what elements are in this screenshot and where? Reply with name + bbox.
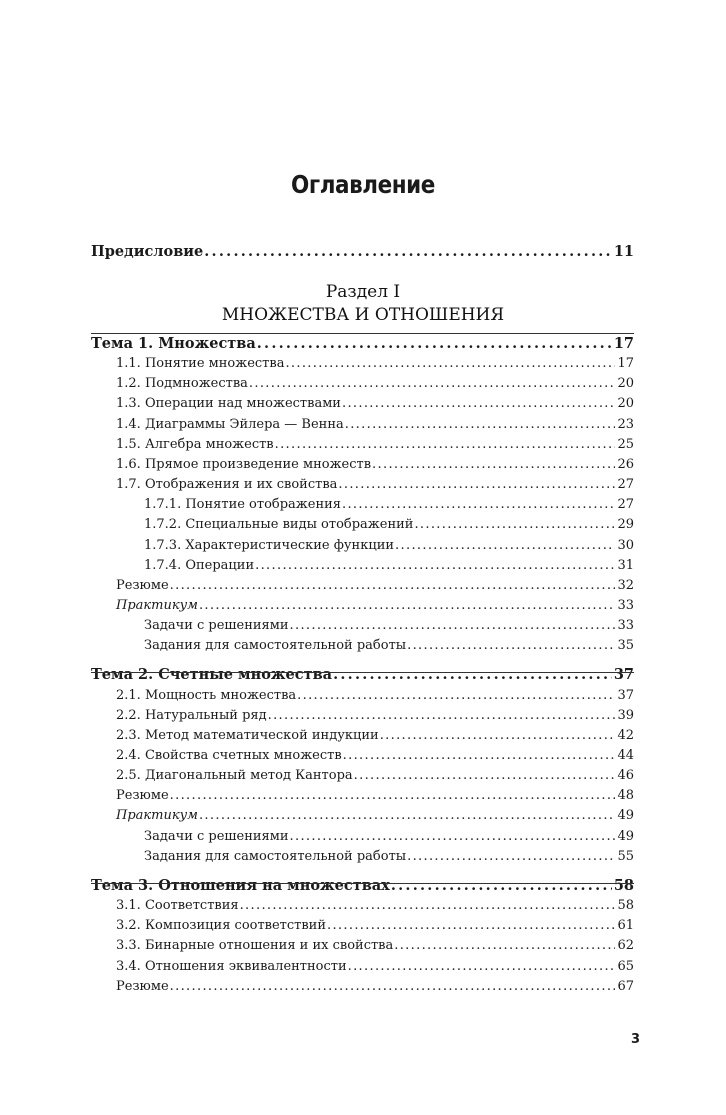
toc-entry-page: 61 bbox=[617, 918, 634, 934]
toc-entry-page: 42 bbox=[617, 727, 634, 743]
toc-entry[interactable] bbox=[91, 917, 634, 934]
dot-leader bbox=[267, 707, 616, 724]
dot-leader bbox=[344, 416, 616, 433]
toc-entry-title: 2.5. Диагональный метод Кантора bbox=[116, 768, 353, 784]
toc-entry[interactable] bbox=[91, 978, 634, 995]
divider bbox=[91, 883, 634, 884]
toc-entry-page: 58 bbox=[613, 876, 634, 894]
section-title: МНОЖЕСТВА И ОТНОШЕНИЯ bbox=[221, 305, 505, 325]
dot-leader bbox=[342, 747, 616, 764]
toc-entry-title: Предисловие bbox=[91, 243, 204, 260]
toc-entry[interactable] bbox=[91, 665, 634, 684]
toc-entry-page: 35 bbox=[617, 638, 634, 654]
toc-entry-title: Тема 2. Счетные множества bbox=[91, 666, 333, 684]
dot-leader bbox=[289, 617, 616, 634]
toc-entry[interactable] bbox=[91, 375, 634, 392]
toc-entry-page: 67 bbox=[617, 978, 634, 994]
toc-entry[interactable] bbox=[91, 876, 634, 895]
dot-leader bbox=[341, 496, 615, 513]
toc-entry-title: 2.4. Свойства счетных множеств bbox=[116, 748, 342, 763]
dot-leader bbox=[169, 577, 616, 594]
toc-entry-page: 26 bbox=[617, 456, 634, 472]
dot-leader bbox=[198, 597, 615, 614]
toc-entry-page: 65 bbox=[617, 958, 634, 974]
toc-entry[interactable] bbox=[91, 597, 634, 614]
toc-entry[interactable] bbox=[91, 577, 634, 594]
toc-entry-page: 11 bbox=[613, 243, 634, 260]
toc-entry-title: Задачи с решениями bbox=[144, 828, 289, 844]
toc-entry-page: 20 bbox=[617, 376, 634, 392]
toc-entry[interactable] bbox=[91, 436, 634, 453]
toc-entry-title: 3.2. Композиция соответствий bbox=[116, 918, 326, 934]
dot-leader bbox=[394, 537, 615, 554]
toc-entry-page: 33 bbox=[617, 597, 634, 613]
toc-entry-title: Резюме bbox=[116, 978, 169, 994]
toc-entry-page: 55 bbox=[617, 848, 634, 864]
toc-entry-title: 1.7. Отображения и их свойства bbox=[116, 477, 338, 493]
dot-leader bbox=[341, 395, 615, 412]
toc-entry-title: 3.3. Бинарные отношения и их свойства bbox=[116, 938, 394, 954]
dot-leader bbox=[406, 637, 615, 654]
dot-leader bbox=[274, 436, 616, 453]
toc-entry-title: 2.2. Натуральный ряд bbox=[116, 707, 267, 723]
toc-entry[interactable] bbox=[91, 395, 634, 412]
dot-leader bbox=[332, 665, 612, 684]
toc-entry[interactable] bbox=[91, 456, 634, 473]
toc-entry-title: 1.5. Алгебра множеств bbox=[116, 436, 274, 452]
toc-entry-page: 58 bbox=[617, 898, 634, 914]
toc-entry[interactable] bbox=[91, 476, 634, 493]
toc-entry-page: 46 bbox=[617, 768, 634, 784]
toc-entry-page: 25 bbox=[617, 436, 634, 452]
toc-entry[interactable] bbox=[91, 617, 634, 634]
dot-leader bbox=[371, 456, 615, 473]
toc-entry-title: 3.1. Соответствия bbox=[116, 898, 239, 914]
toc-entry-page: 31 bbox=[617, 557, 634, 573]
toc-entry-title: Задания для самостоятельной работы bbox=[144, 638, 407, 654]
toc-entry-title: 1.4. Диаграммы Эйлера — Венна bbox=[116, 416, 344, 432]
toc-entry[interactable] bbox=[91, 334, 634, 353]
toc-entry-title: 1.3. Операции над множествами bbox=[116, 396, 341, 412]
toc-entry-title: 1.7.1. Понятие отображения bbox=[144, 497, 341, 513]
dot-leader bbox=[353, 767, 616, 784]
toc-entry-title: 1.7.3. Характеристические функции bbox=[144, 537, 395, 553]
toc-entry-page: 17 bbox=[617, 356, 634, 372]
dot-leader bbox=[198, 807, 615, 824]
toc-entry-title: Резюме bbox=[116, 577, 169, 593]
dot-leader bbox=[169, 978, 616, 995]
toc-entry[interactable] bbox=[91, 637, 634, 654]
toc-entry-page: 44 bbox=[617, 748, 634, 763]
section-label: Раздел I bbox=[325, 282, 401, 302]
toc-entry-page: 27 bbox=[617, 477, 634, 493]
toc-entry[interactable] bbox=[91, 848, 634, 865]
toc-entry-title: 1.6. Прямое произведение множеств bbox=[116, 456, 372, 472]
divider bbox=[91, 333, 634, 334]
toc-entry-title: 1.7.2. Специальные виды отображений bbox=[144, 517, 414, 533]
toc-entry-page: 29 bbox=[617, 517, 634, 533]
dot-leader bbox=[326, 917, 615, 934]
toc-entry[interactable] bbox=[91, 958, 634, 975]
dot-leader bbox=[296, 687, 615, 704]
dot-leader bbox=[347, 958, 616, 975]
toc-entry-title: 1.7.4. Операции bbox=[144, 557, 255, 573]
toc-entry-page: 37 bbox=[613, 666, 634, 684]
toc-entry-page: 32 bbox=[617, 577, 634, 593]
toc-entry-preface[interactable] bbox=[91, 242, 634, 261]
toc-entry-title: Задания для самостоятельной работы bbox=[144, 848, 407, 864]
toc-entry-page: 39 bbox=[617, 707, 634, 723]
toc-entry[interactable] bbox=[91, 767, 634, 784]
dot-leader bbox=[256, 334, 612, 353]
toc-entry[interactable] bbox=[91, 416, 634, 433]
toc-entry-title: 2.1. Мощность множества bbox=[116, 687, 297, 703]
toc-entry-page: 49 bbox=[617, 828, 634, 844]
toc-entry-title: Практикум bbox=[116, 597, 198, 613]
dot-leader bbox=[413, 516, 615, 533]
dot-leader bbox=[248, 375, 616, 392]
toc-entry-page: 27 bbox=[617, 497, 634, 513]
toc-entry-title: Тема 3. Отношения на множествах bbox=[91, 876, 390, 894]
toc-entry[interactable] bbox=[91, 727, 634, 744]
toc-entry-page: 48 bbox=[617, 788, 634, 804]
dot-leader bbox=[406, 848, 615, 865]
toc-entry[interactable] bbox=[91, 557, 634, 574]
toc-entry-title: 1.1. Понятие множества bbox=[116, 356, 285, 372]
dot-leader bbox=[289, 828, 616, 845]
toc-entry-title: Резюме bbox=[116, 788, 169, 804]
toc-entry[interactable] bbox=[91, 355, 634, 372]
toc-entry-title: 1.2. Подмножества bbox=[116, 376, 248, 392]
toc-entry[interactable] bbox=[91, 747, 634, 764]
toc-entry-title: 3.4. Отношения эквивалентности bbox=[116, 958, 347, 974]
toc-entry[interactable] bbox=[91, 516, 634, 533]
dot-leader bbox=[254, 557, 615, 574]
toc-entry[interactable] bbox=[91, 897, 634, 914]
toc-entry[interactable] bbox=[91, 496, 634, 513]
toc-entry-page: 62 bbox=[617, 938, 634, 954]
toc-entry[interactable] bbox=[91, 828, 634, 845]
page-heading: Оглавление bbox=[291, 170, 435, 199]
toc-entry-title: 2.3. Метод математической индукции bbox=[116, 727, 379, 743]
toc-entry-page: 23 bbox=[617, 416, 634, 432]
toc-entry[interactable] bbox=[91, 537, 634, 554]
toc-entry[interactable] bbox=[91, 707, 634, 724]
dot-leader bbox=[203, 242, 612, 261]
toc-entry-page: 37 bbox=[617, 687, 634, 703]
toc-entry-page: 17 bbox=[613, 335, 634, 352]
dot-leader bbox=[379, 727, 616, 744]
toc-entry-page: 20 bbox=[617, 396, 634, 412]
toc-entry[interactable] bbox=[91, 787, 634, 804]
toc-entry-page: 49 bbox=[617, 808, 634, 824]
toc-entry[interactable] bbox=[91, 807, 634, 824]
dot-leader bbox=[393, 937, 615, 954]
toc-entry-page: 33 bbox=[617, 618, 634, 634]
dot-leader bbox=[284, 355, 615, 372]
dot-leader bbox=[390, 876, 612, 895]
toc-entry-title: Практикум bbox=[116, 808, 198, 824]
toc-entry-page: 30 bbox=[617, 537, 634, 553]
dot-leader bbox=[169, 787, 616, 804]
divider bbox=[91, 672, 634, 673]
toc-entry-title: Задачи с решениями bbox=[144, 618, 289, 634]
toc-entry[interactable] bbox=[91, 937, 634, 954]
dot-leader bbox=[239, 897, 616, 914]
dot-leader bbox=[337, 476, 615, 493]
toc-entry-title: Тема 1. Множества bbox=[91, 335, 256, 352]
page-number: 3 bbox=[630, 1032, 640, 1047]
toc-entry[interactable] bbox=[91, 687, 634, 704]
